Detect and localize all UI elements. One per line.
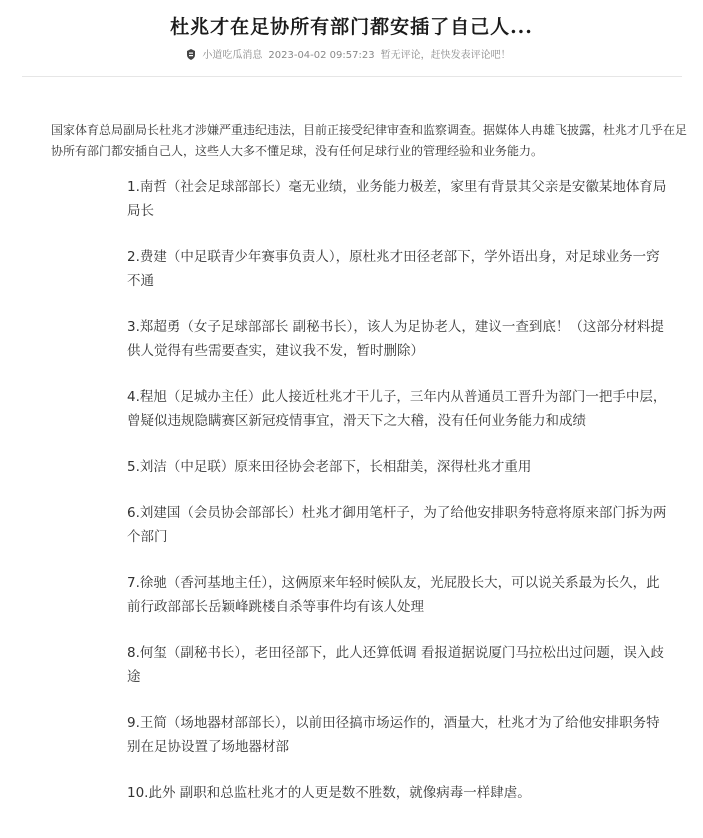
publish-time: 2023-04-02 09:57:23 — [268, 50, 375, 61]
list-item: 8.何玺（副秘书长），老田径部下，此人还算低调 看报道据说厦门马拉松出过问题，误入歧途 — [127, 645, 664, 685]
header-divider — [22, 76, 682, 77]
page-title: 杜兆才在足协所有部门都安插了自己人... — [170, 16, 533, 38]
author-name[interactable]: 小道吃瓜消息 — [202, 50, 263, 61]
list-item: 5.刘洁（中足联）原来田径协会老部下，长相甜美，深得杜兆才重用 — [127, 459, 532, 475]
list-item: 9.王简（场地器材部部长），以前田径搞市场运作的，酒量大，杜兆才为了给他安排职务特别在足协设置了场地器材部 — [127, 715, 660, 755]
list-item: 2.费建（中足联青少年赛事负责人），原杜兆才田径老部下，学外语出身，对足球业务一窍不通 — [127, 249, 660, 289]
author-icon — [186, 49, 196, 60]
list-item: 10.此外 副职和总监杜兆才的人更是数不胜数，就像病毒一样肆虐。 — [127, 785, 531, 801]
article-intro: 国家体育总局副局长杜兆才涉嫌严重违纪违法，目前正接受纪律审查和监察调查。据媒体人冉雄飞披露，杜兆才几乎在足协所有部门都安插自己人，这些人大多不懂足球，没有任何足球行业的管理经验和业务能力。 — [51, 123, 688, 158]
list-item: 4.程旭（足城办主任）此人接近杜兆才干儿子，三年内从普通员工晋升为部门一把手中层，曾疑似违规隐瞒赛区新冠疫情事宜，滑天下之大稽，没有任何业务能力和成绩 — [127, 389, 667, 429]
article-meta — [0, 46, 703, 61]
list-item: 7.徐驰（香河基地主任），这俩原来年轻时候队友，光屁股长大，可以说关系最为长久，此前行政部部长岳颖峰跳楼自杀等事件均有该人处理 — [127, 575, 660, 615]
list-item: 1.南哲（社会足球部部长）毫无业绩，业务能力极差，家里有背景其父亲是安徽某地体育局局长 — [127, 179, 667, 219]
list-item: 3.郑超勇（女子足球部部长 副秘书长），该人为足协老人，建议一查到底！（这部分材料提供人觉得有些需要查实，建议我不发，暂时删除） — [127, 319, 664, 359]
article-list — [127, 175, 667, 827]
list-item: 6.刘建国（会员协会部部长）杜兆才御用笔杆子，为了给他安排职务特意将原来部门拆为两个部门 — [127, 505, 667, 545]
comment-prompt[interactable]: 暂无评论，赶快发表评论吧！ — [380, 50, 511, 61]
